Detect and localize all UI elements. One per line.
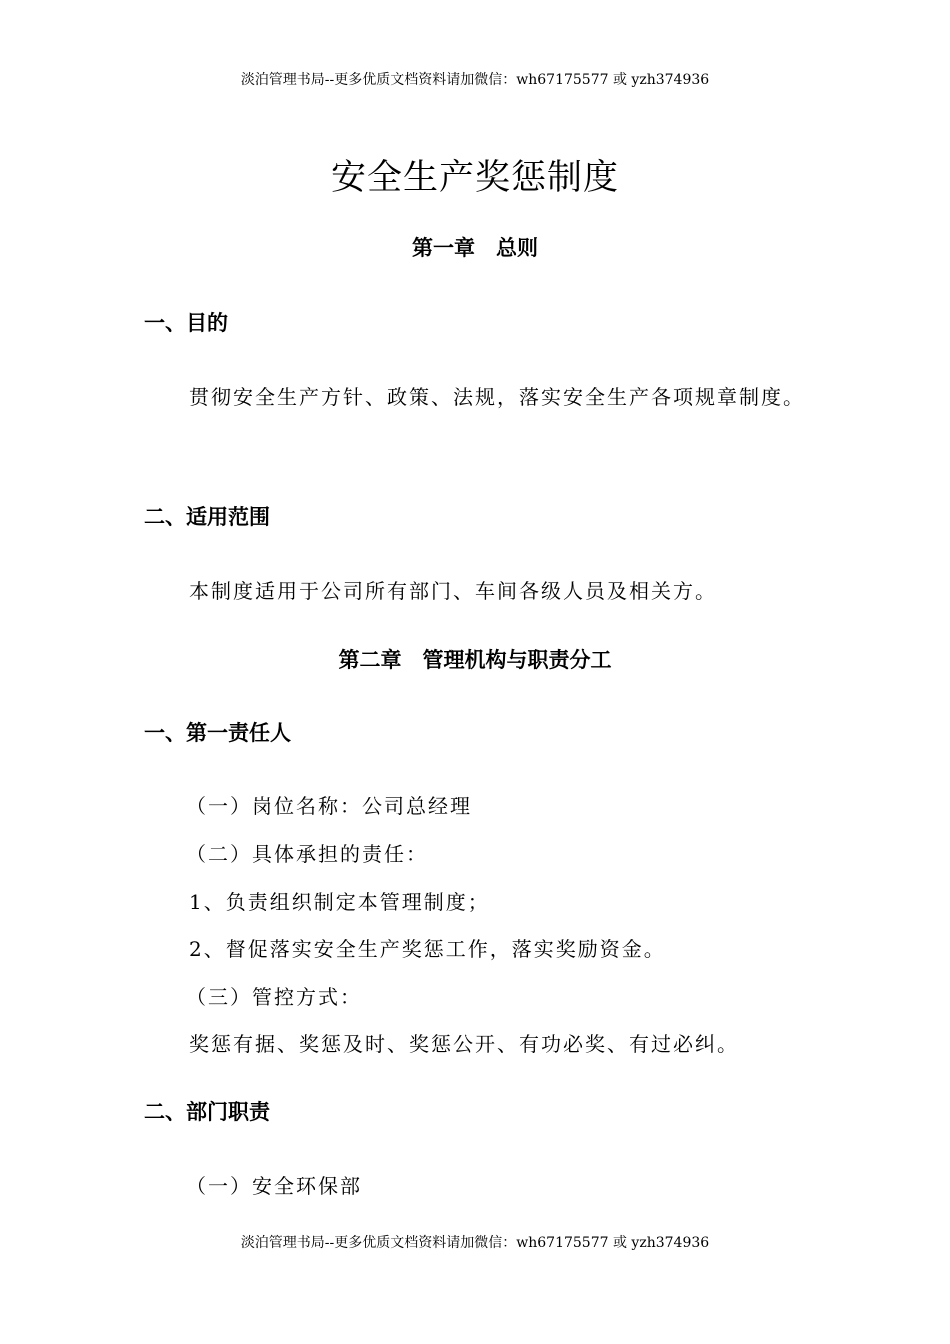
list-item: （一）安全环保部: [186, 1174, 362, 1198]
list-item: 奖惩有据、奖惩及时、奖惩公开、有功必奖、有过必纠。: [189, 1032, 739, 1056]
section-scope-heading: 二、适用范围: [144, 505, 270, 529]
purpose-paragraph: 贯彻安全生产方针、政策、法规，落实安全生产各项规章制度。: [189, 385, 805, 409]
section-department-duties-heading: 二、部门职责: [144, 1100, 270, 1124]
section-purpose-heading: 一、目的: [144, 311, 228, 335]
document-title: 安全生产奖惩制度: [330, 158, 619, 198]
list-item: （三）管控方式：: [186, 985, 362, 1009]
list-item: 1、负责组织制定本管理制度；: [189, 890, 490, 914]
list-item: （二）具体承担的责任：: [186, 842, 428, 866]
footer-note: 淡泊管理书局--更多优质文档资料请加微信：wh67175577 或 yzh374936: [240, 1235, 710, 1251]
list-item: （一）岗位名称：公司总经理: [186, 794, 472, 818]
section-first-responsible-heading: 一、第一责任人: [144, 721, 291, 745]
chapter-2-heading: 第二章 管理机构与职责分工: [338, 648, 612, 672]
header-note: 淡泊管理书局--更多优质文档资料请加微信：wh67175577 或 yzh374936: [240, 72, 710, 88]
list-item: 2、督促落实安全生产奖惩工作，落实奖励资金。: [189, 937, 666, 961]
chapter-1-heading: 第一章 总则: [412, 236, 538, 260]
scope-paragraph: 本制度适用于公司所有部门、车间各级人员及相关方。: [189, 579, 717, 603]
